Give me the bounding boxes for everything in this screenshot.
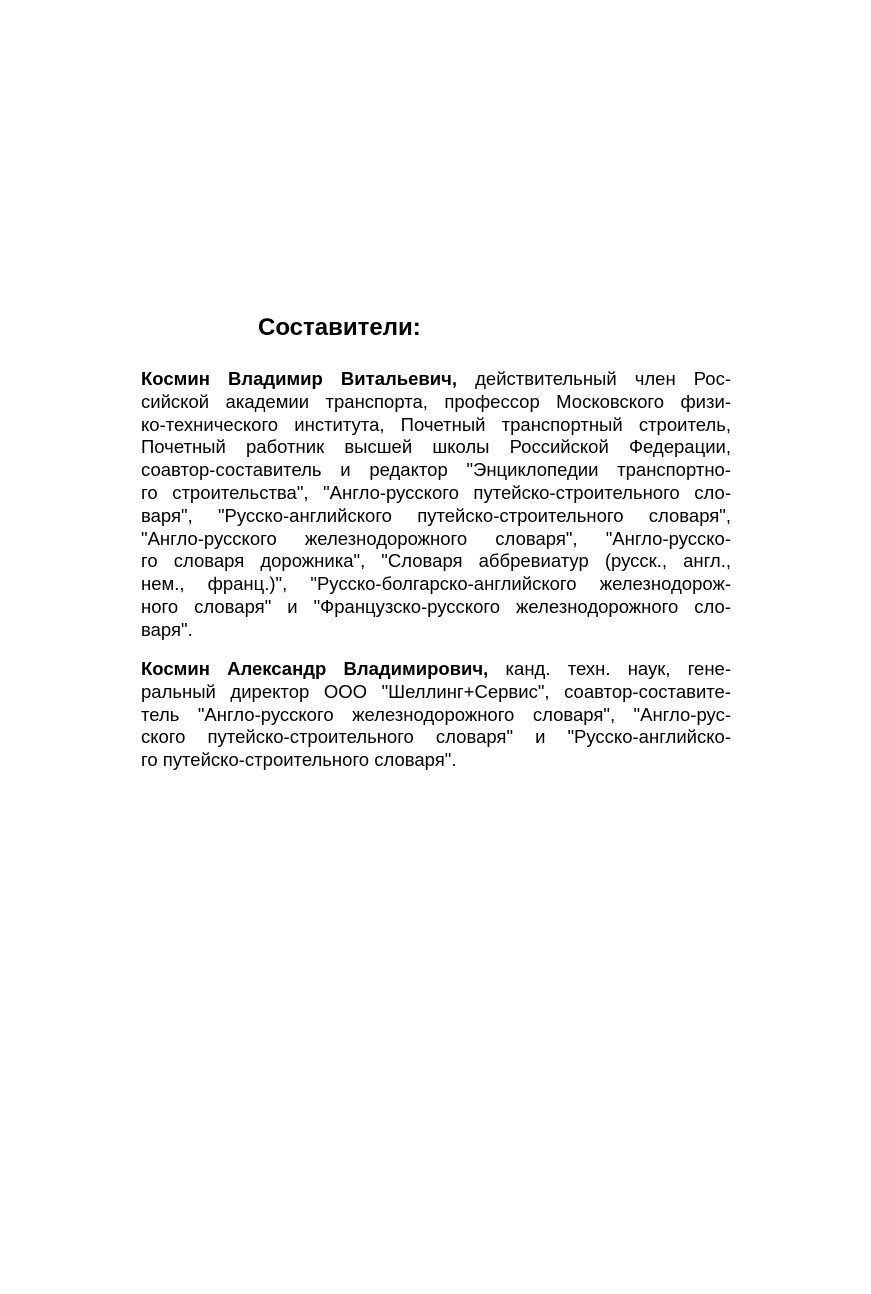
page-title: Составители: xyxy=(258,314,421,341)
author-entry-1 xyxy=(141,368,731,642)
author-name: Космин Александр Владимирович, xyxy=(141,658,489,679)
entry-text: действительный член Рос- xyxy=(475,368,732,389)
entry-line: "Англо-русского железнодорожного словаря", "Англо-русско- xyxy=(141,527,731,549)
entry-line: варя", "Русско-английского путейско-строительного словаря", xyxy=(141,504,731,526)
entry-line xyxy=(141,658,731,681)
entry-line: сийской академии транспорта, профессор Московского физи- xyxy=(141,390,731,412)
entry-line: го строительства", "Англо-русского путейско-строительного сло- xyxy=(141,481,731,503)
entry-line: варя". xyxy=(141,618,193,640)
entry-line: тель "Англо-русского железнодорожного словаря", "Англо-рус- xyxy=(141,703,731,725)
entry-line: ко-технического института, Почетный транспортный строитель, xyxy=(141,413,731,435)
entry-line: нем., франц.)", "Русско-болгарско-английского железнодорож- xyxy=(141,573,731,595)
author-entry-2 xyxy=(141,658,731,772)
entry-line: го путейско-строительного словаря". xyxy=(141,749,457,771)
entry-line: ного словаря" и "Французско-русского железнодорожного сло- xyxy=(141,595,731,617)
entry-line: Почетный работник высшей школы Российской Федерации, xyxy=(141,436,731,458)
author-name: Космин Владимир Витальевич, xyxy=(141,368,458,389)
entry-line: ральный директор ООО "Шеллинг+Сервис", соавтор-составите- xyxy=(141,680,731,702)
entry-line xyxy=(141,368,731,391)
entry-line: го словаря дорожника", "Словаря аббревиатур (русск., англ., xyxy=(141,550,731,572)
entry-line: соавтор-составитель и редактор "Энциклопедии транспортно- xyxy=(141,459,731,481)
entry-line: ского путейско-строительного словаря" и "Русско-английско- xyxy=(141,726,731,748)
entry-text: канд. техн. наук, гене- xyxy=(505,658,731,679)
